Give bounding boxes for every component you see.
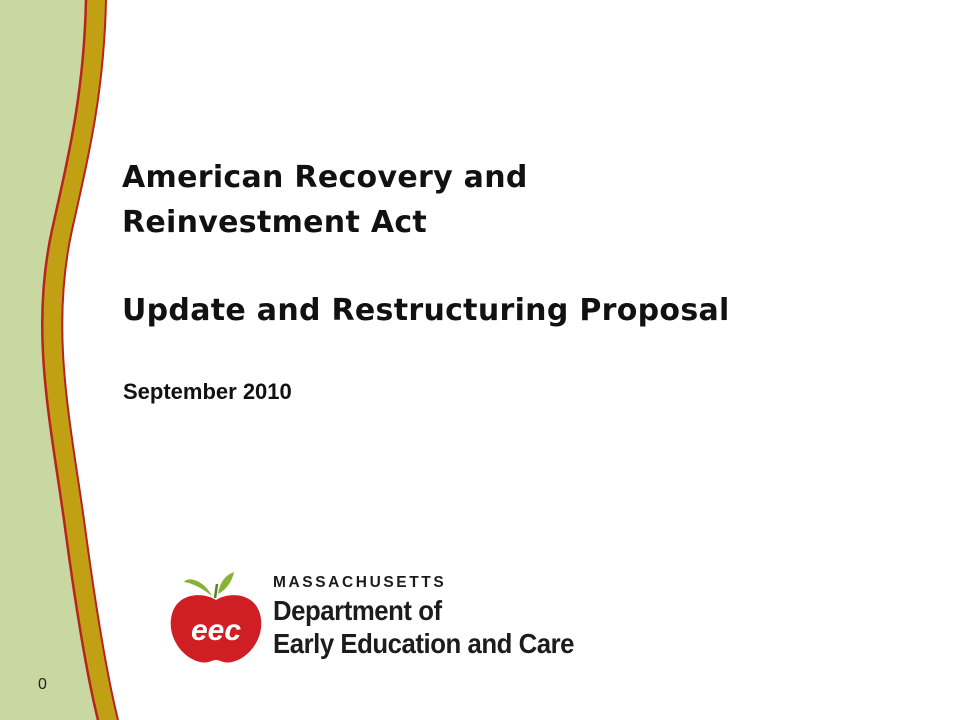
logo-department-line-1: Department of: [273, 595, 442, 626]
logo-department-line-2: Early Education and Care: [273, 628, 575, 659]
title-line-1: American Recovery and: [122, 160, 528, 195]
title-line-2: Reinvestment Act: [122, 205, 428, 240]
apple-logo-icon: [166, 570, 266, 670]
logo-mark-text: eec: [190, 614, 242, 647]
eec-logo: [166, 570, 606, 670]
presentation-date: September 2010: [123, 379, 292, 404]
page-number: 0: [38, 676, 47, 693]
logo-state-name: MASSACHUSETTS: [273, 574, 447, 591]
subtitle: Update and Restructuring Proposal: [122, 293, 730, 328]
